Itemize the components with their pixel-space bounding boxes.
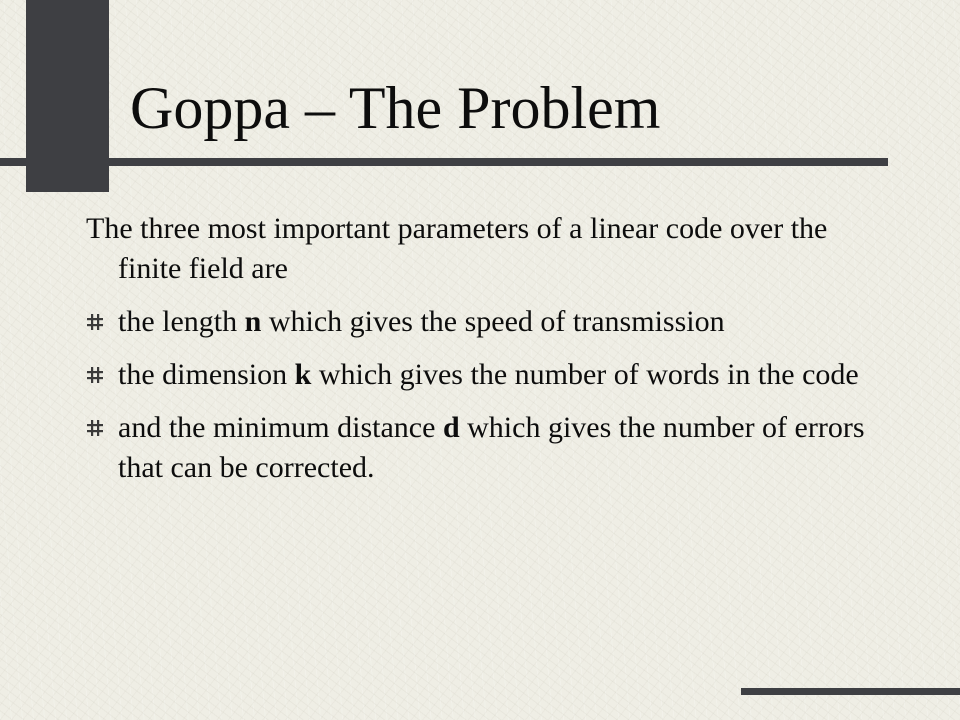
bullet-item-length [86,302,886,342]
bullet-text: and the minimum distance [118,411,443,444]
bullet-item-distance [86,408,886,488]
bullet-text: the length [118,305,245,338]
slide-body [86,209,886,488]
bullet-text: which gives the speed of transmission [261,305,725,338]
bullet-text: the dimension [118,358,295,391]
bullet-term: n [244,305,262,338]
title-divider [0,158,888,166]
bullet-item-dimension [86,355,886,395]
hash-bullet-icon [86,313,104,331]
hash-bullet-icon [86,366,104,384]
bullet-list [86,302,886,488]
bullet-text: which gives the number of errors that can be corrected. [118,411,865,484]
slide-title: Goppa – The Problem [130,75,661,141]
footer-divider [741,688,960,695]
intro-paragraph: The three most important parameters of a linear code over the finite field are [86,212,828,285]
bullet-text: which gives the number of words in the code [311,358,859,391]
bullet-term: d [442,411,460,444]
bullet-term: k [294,358,312,391]
hash-bullet-icon [86,419,104,437]
